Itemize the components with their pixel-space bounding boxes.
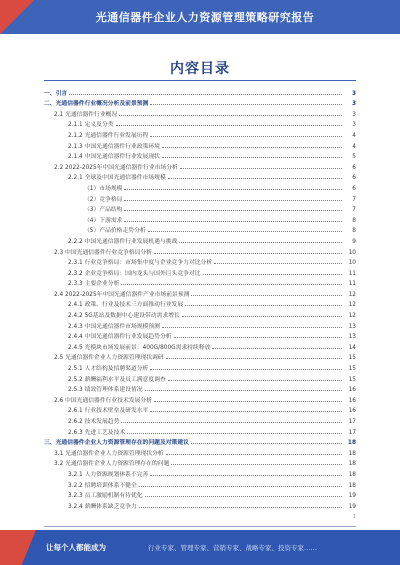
toc-entry[interactable] [44, 266, 356, 277]
toc-entry-label: 3.1 光通信器件企业人力资源管理现状分析 [54, 450, 164, 457]
toc-leader-dots [154, 253, 342, 254]
toc-entry-label: 一、引言 [44, 90, 68, 97]
toc-leader-dots [150, 411, 342, 412]
heading-divider [44, 80, 356, 81]
toc-entry[interactable] [44, 478, 356, 489]
toc-entry-page: 18 [348, 461, 356, 468]
toc-entry[interactable] [44, 298, 356, 309]
footer-accent-shape [0, 530, 36, 565]
toc-entry-page: 10 [348, 249, 356, 256]
footer-slogan: 让每个人都能成为 [46, 543, 106, 552]
toc-entry-page: 3 [352, 122, 356, 129]
toc-entry-label: 2.4.5 光模块市场发展前景：400G/800G需求持续释放 [68, 344, 211, 351]
toc-leader-dots [124, 221, 342, 222]
toc-entry-page: 15 [348, 376, 356, 383]
toc-entry-label: 2.4.3 中国光通信器件市场规模预测 [68, 323, 160, 330]
toc-entry[interactable] [44, 372, 356, 383]
toc-leader-dots [182, 316, 342, 317]
toc-leader-dots [145, 390, 342, 391]
toc-leader-dots [162, 147, 342, 148]
table-of-contents [44, 86, 356, 510]
page-number: 1 [352, 514, 356, 520]
toc-leader-dots [212, 348, 342, 349]
toc-entry[interactable] [44, 171, 356, 182]
toc-entry-page: 11 [348, 281, 356, 288]
toc-entry-page: 8 [352, 217, 356, 224]
toc-entry-label: 三、光通信器件企业人力资源管理存在的问题及对策建议 [44, 440, 189, 447]
toc-entry[interactable] [44, 139, 356, 150]
toc-leader-dots [124, 189, 342, 190]
toc-entry-page: 6 [352, 185, 356, 192]
toc-entry[interactable] [44, 107, 356, 118]
toc-entry[interactable] [44, 118, 356, 129]
toc-entry-label: 2.1.4 中国光通信器件行业发展现状 [68, 154, 160, 161]
toc-leader-dots [191, 443, 342, 444]
toc-entry-label: 2.1.2 光通信器件行业发展历程 [68, 132, 149, 139]
toc-entry-label: 2.3.3 主要企业分析 [68, 281, 120, 288]
toc-entry[interactable] [44, 425, 356, 436]
toc-entry-page: 12 [348, 313, 356, 320]
toc-leader-dots [166, 358, 342, 359]
toc-entry[interactable] [44, 128, 356, 139]
toc-entry-page: 14 [348, 344, 356, 351]
toc-entry-page: 6 [352, 175, 356, 182]
toc-leader-dots [150, 475, 342, 476]
toc-entry-label: （3）产品结构 [84, 207, 123, 214]
toc-entry-page: 15 [348, 366, 356, 373]
toc-entry-page: 15 [348, 355, 356, 362]
toc-leader-dots [150, 104, 342, 105]
toc-entry[interactable] [44, 393, 356, 404]
toc-entry-label: 2.5.3 绩效管理体系建设情况 [68, 387, 143, 394]
toc-entry[interactable] [44, 467, 356, 478]
toc-leader-dots [162, 157, 342, 158]
bottom-divider [44, 526, 356, 527]
toc-leader-dots [124, 200, 342, 201]
toc-entry[interactable] [44, 287, 356, 298]
toc-entry-label: 2.6 中国光通信器件行业技术发展分析 [54, 397, 153, 404]
toc-entry-page: 4 [352, 143, 356, 150]
toc-entry[interactable] [44, 330, 356, 341]
toc-entry-label: 2.4.4 中国光通信器件行业发展趋势分析 [68, 334, 172, 341]
toc-entry[interactable] [44, 351, 356, 362]
toc-entry[interactable] [44, 383, 356, 394]
toc-leader-dots [203, 274, 342, 275]
toc-entry-label: 2.2.2 中国光通信器件行业发展机遇与挑战 [68, 238, 178, 245]
toc-entry[interactable] [44, 192, 356, 203]
toc-leader-dots [214, 263, 342, 264]
toc-entry[interactable] [44, 414, 356, 425]
footer-tags: 行业专家、管理专家、营销专家、战略专家、投资专家…… [148, 544, 317, 552]
toc-entry-label: 2.2 2022-2025年中国光通信器件行业市场分析 [54, 164, 178, 171]
toc-entry-page: 18 [348, 450, 356, 457]
toc-entry-label: 2.1 光通信器件行业概况 [54, 111, 118, 118]
toc-entry-label: 3.2.2 招聘培训体系不健全 [68, 482, 137, 489]
toc-entry[interactable] [44, 319, 356, 330]
toc-entry-label: 3.2.1 人力资源规划体系不完善 [68, 471, 149, 478]
toc-entry[interactable] [44, 256, 356, 267]
toc-entry-page: 12 [348, 302, 356, 309]
toc-leader-dots [119, 115, 342, 116]
toc-entry-page: 18 [347, 440, 356, 447]
toc-entry-label: 3.2.4 薪酬体系缺乏竞争力 [68, 503, 137, 510]
toc-leader-dots [168, 178, 342, 179]
toc-entry[interactable] [44, 150, 356, 161]
toc-entry-label: （4）下游需求 [84, 217, 123, 224]
toc-leader-dots [179, 242, 342, 243]
toc-entry-page: 16 [348, 397, 356, 404]
toc-entry-label: 2.5 光通信器件企业人力资源管理现状调研 [54, 355, 164, 362]
toc-entry-label: 3.2.3 员工激励机制有待优化 [68, 493, 143, 500]
toc-leader-dots [127, 433, 342, 434]
toc-entry[interactable] [44, 86, 356, 97]
toc-entry-page: 5 [352, 154, 356, 161]
toc-entry-label: 3.2 光通信器件企业人力资源管理存在的问题 [54, 461, 170, 468]
toc-entry[interactable] [44, 499, 356, 510]
toc-entry-page: 18 [348, 471, 356, 478]
toc-entry[interactable] [44, 97, 356, 108]
header-accent-shape [0, 0, 34, 34]
toc-entry-page: 13 [348, 334, 356, 341]
toc-entry[interactable] [44, 446, 356, 457]
toc-entry-page: 3 [351, 101, 356, 108]
toc-leader-dots [124, 210, 342, 211]
report-header-bar [0, 0, 400, 34]
toc-entry-label: （5）产品价格走势分析 [84, 228, 146, 235]
toc-entry-label: 2.4.2 5G基站及数据中心建设带动需求增长 [68, 313, 180, 320]
toc-leader-dots [171, 464, 342, 465]
toc-entry[interactable] [44, 234, 356, 245]
toc-entry-label: 2.1.3 中国光通信器件行业政策环境 [68, 143, 160, 150]
toc-entry-page: 12 [348, 291, 356, 298]
toc-entry[interactable] [44, 181, 356, 192]
toc-entry-label: 2.1.1 定义及分类 [68, 122, 114, 129]
toc-entry-page: 19 [348, 503, 356, 510]
toc-entry[interactable] [44, 160, 356, 171]
toc-leader-dots [166, 454, 342, 455]
toc-entry-label: 2.5.1 人才结构及招聘渠道分析 [68, 366, 149, 373]
toc-entry-page: 7 [352, 196, 356, 203]
toc-entry-label: 2.4.1 政策、行业及技术三方面推动行业发展 [68, 302, 184, 309]
toc-entry-page: 18 [348, 482, 356, 489]
toc-leader-dots [139, 486, 342, 487]
toc-entry[interactable] [44, 457, 356, 468]
toc-heading: 内容目录 [170, 61, 230, 77]
toc-entry[interactable] [44, 308, 356, 319]
toc-entry-label: 2.3 中国光通信器件行业竞争格局分析 [54, 249, 153, 256]
toc-entry-label: 2.2.1 全球及中国光通信器件市场规模 [68, 175, 166, 182]
toc-leader-dots [162, 327, 342, 328]
toc-entry-label: （1）市场规模 [84, 185, 123, 192]
toc-leader-dots [154, 401, 342, 402]
toc-leader-dots [174, 337, 342, 338]
toc-entry-page: 19 [348, 493, 356, 500]
toc-entry[interactable] [44, 340, 356, 351]
toc-entry[interactable] [44, 361, 356, 372]
toc-entry-label: 2.6.2 技术发展趋势 [68, 419, 120, 425]
toc-entry[interactable] [44, 436, 356, 447]
toc-leader-dots [116, 125, 342, 126]
toc-entry-label: 2.3.1 行业竞争格局：市场集中度与企业竞争力对比分析 [68, 260, 213, 267]
toc-entry[interactable] [44, 213, 356, 224]
toc-entry[interactable] [44, 277, 356, 288]
toc-entry-page: 9 [352, 238, 356, 245]
toc-leader-dots [121, 284, 342, 285]
toc-entry-page: 13 [348, 323, 356, 330]
toc-leader-dots [180, 168, 342, 169]
toc-entry-page: 8 [352, 228, 356, 235]
toc-leader-dots [121, 422, 342, 423]
report-title: 光通信器件企业人力资源管理策略研究报告 [95, 11, 315, 24]
toc-leader-dots [148, 231, 342, 232]
toc-entry[interactable] [44, 224, 356, 235]
toc-entry-label: 2.4 2022-2025年中国光通信器件产业市场前景预测 [54, 291, 190, 298]
toc-entry-page: 6 [352, 164, 356, 171]
toc-entry[interactable] [44, 245, 356, 256]
toc-entry[interactable] [44, 203, 356, 214]
toc-entry-label: 2.3.2 企业竞争格局：国内龙头与国外巨头竞争对比 [68, 270, 201, 277]
toc-entry-page: 17 [348, 419, 356, 425]
toc-entry-page: 10 [348, 260, 356, 267]
toc-leader-dots [150, 369, 342, 370]
toc-entry-page: 3 [352, 111, 356, 118]
toc-leader-dots [191, 295, 342, 296]
toc-entry[interactable] [44, 404, 356, 415]
toc-entry-page: 17 [348, 429, 356, 436]
toc-leader-dots [145, 496, 342, 497]
toc-entry-page: 7 [352, 207, 356, 214]
toc-entry[interactable] [44, 489, 356, 500]
toc-leader-dots [150, 136, 342, 137]
toc-leader-dots [168, 380, 342, 381]
toc-entry-label: 2.6.3 先进工艺及技术 [68, 429, 126, 436]
toc-entry-page: 3 [351, 90, 356, 97]
toc-leader-dots [185, 305, 342, 306]
toc-leader-dots [139, 507, 342, 508]
toc-entry-label: 2.6.1 行业技术壁垒及研发水平 [68, 408, 149, 415]
toc-entry-page: 4 [352, 132, 356, 139]
toc-entry-label: 2.5.2 薪酬福利水平及员工满意度调查 [68, 376, 166, 383]
toc-leader-dots [69, 94, 342, 95]
footer-banner [0, 530, 400, 565]
toc-entry-label: 二、光通信器件行业概况分析及前景预测 [44, 101, 149, 108]
toc-entry-page: 11 [348, 270, 356, 277]
toc-entry-page: 16 [348, 387, 356, 394]
toc-entry-label: （2）竞争格局 [84, 196, 123, 203]
toc-entry-page: 16 [348, 408, 356, 415]
